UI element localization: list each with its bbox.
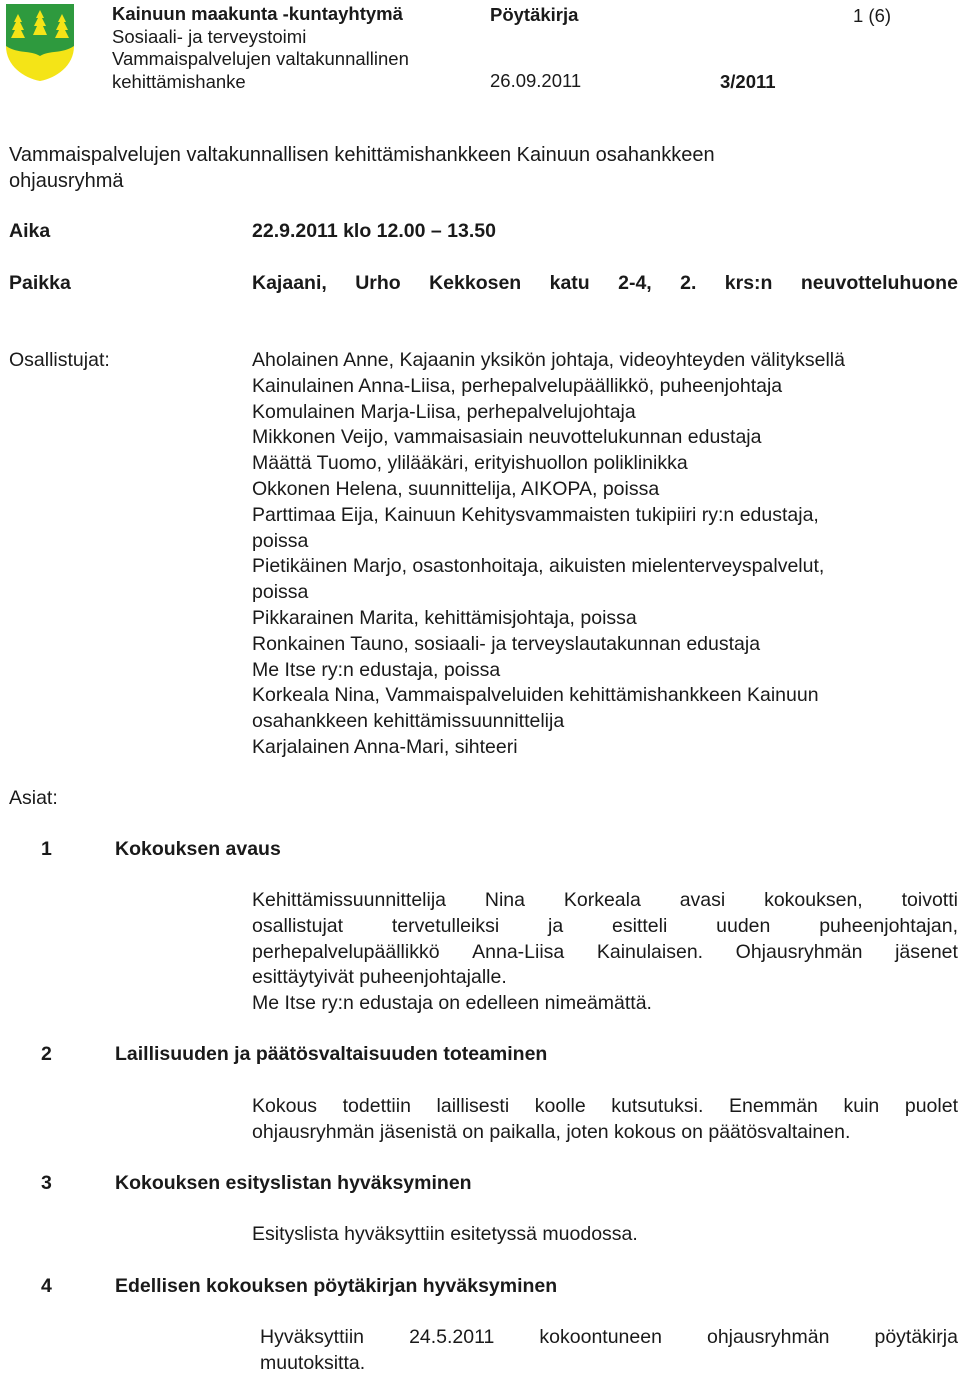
body-word: puolet	[904, 1095, 958, 1117]
agenda-item-body	[260, 1325, 958, 1377]
place-label: Paikka	[9, 272, 71, 294]
agenda-item-number: 1	[41, 838, 52, 860]
body-word: puheenjohtajan,	[819, 914, 958, 937]
body-word: kuin	[843, 1095, 880, 1117]
place-word: 2-4,	[618, 272, 652, 294]
body-word: kutsutuksi.	[611, 1095, 704, 1117]
body-line	[252, 914, 958, 940]
body-word: esitteli	[612, 914, 668, 937]
body-word: kokouksen,	[764, 889, 863, 911]
participant-line: Okkonen Helena, suunnittelija, AIKOPA, poissa	[252, 477, 660, 500]
body-word: Nina	[484, 889, 525, 911]
body-word: Kehittämissuunnittelija	[252, 889, 447, 911]
participant-line: poissa	[252, 581, 309, 604]
body-line	[252, 1094, 958, 1120]
page-number: 1 (6)	[853, 5, 892, 26]
place-word: neuvotteluhuone	[800, 272, 958, 294]
agenda-label: Asiat:	[9, 787, 58, 809]
agenda-item-body	[252, 1222, 638, 1248]
participant-line: Pikkarainen Marita, kehittämisjohtaja, poissa	[252, 606, 637, 629]
body-word: kokoontuneen	[539, 1326, 662, 1348]
body-word: pöytäkirja	[874, 1326, 958, 1348]
place-word: Kajaani,	[252, 272, 327, 294]
body-word: Hyväksyttiin	[260, 1326, 365, 1348]
org-name: Kainuun maakunta -kuntayhtymä	[112, 3, 403, 24]
body-word: perhepalvelupäällikkö	[252, 940, 440, 963]
body-word: avasi	[679, 889, 726, 911]
body-word: uuden	[716, 914, 771, 937]
body-line	[252, 888, 958, 914]
document-title	[9, 142, 909, 194]
org-project-line2: kehittämishanke	[112, 70, 246, 92]
place-word: Kekkosen	[429, 272, 522, 294]
agenda-item-title: Laillisuuden ja päätösvaltaisuuden toteaminen	[115, 1043, 548, 1065]
participant-line: Määttä Tuomo, ylilääkäri, erityishuollon poliklinikka	[252, 452, 688, 475]
title-line: Vammaispalvelujen valtakunnallisen kehittämishankkeen Kainuun osahankkeen	[9, 144, 715, 166]
org-project-line1: Vammaispalvelujen valtakunnallinen	[112, 48, 409, 70]
agenda-item-number: 2	[41, 1043, 52, 1065]
agenda-item-title: Edellisen kokouksen pöytäkirjan hyväksyminen	[115, 1275, 558, 1297]
body-word: Korkeala	[563, 889, 641, 911]
time-label: Aika	[9, 220, 51, 242]
body-line: muutoksitta.	[260, 1351, 366, 1374]
place-word: Urho	[355, 272, 401, 294]
body-word: laillisesti	[436, 1095, 510, 1117]
body-word: Kokous	[252, 1095, 318, 1117]
participant-line: osahankkeen kehittämissuunnittelija	[252, 710, 565, 733]
document-type: Pöytäkirja	[490, 4, 579, 25]
participant-line: Kainulainen Anna-Liisa, perhepalvelupäällikkö, puheenjohtaja	[252, 374, 783, 397]
coat-of-arms-icon	[4, 2, 76, 82]
document-date: 26.09.2011	[490, 70, 582, 91]
participants-label: Osallistujat:	[9, 349, 110, 371]
body-line: Esityslista hyväksyttiin esitetyssä muodossa.	[252, 1223, 638, 1245]
place-word: katu	[549, 272, 590, 294]
participant-line: Aholainen Anne, Kajaanin yksikön johtaja, videoyhteyden välityksellä	[252, 349, 845, 371]
body-line: ohjausryhmän jäsenistä on paikalla, joten kokous on päätösvaltainen.	[252, 1120, 851, 1143]
body-word: todettiin	[342, 1095, 411, 1117]
body-word: Ohjausryhmän	[735, 940, 863, 963]
body-word: koolle	[534, 1095, 586, 1117]
participant-line: poissa	[252, 529, 309, 552]
body-word: ja	[548, 914, 564, 937]
body-word: jäsenet	[895, 940, 958, 963]
agenda-item-body	[252, 1094, 958, 1146]
body-word: 24.5.2011	[409, 1326, 495, 1348]
time-value: 22.9.2011 klo 12.00 – 13.50	[252, 220, 496, 242]
participant-line: Karjalainen Anna-Mari, sihteeri	[252, 735, 518, 758]
agenda-item-title: Kokouksen esityslistan hyväksyminen	[115, 1172, 472, 1194]
place-word: krs:n	[724, 272, 773, 294]
body-line: Me Itse ry:n edustaja on edelleen nimeämättä.	[252, 992, 652, 1015]
body-word: Kainulaisen.	[596, 940, 704, 963]
document-number: 3/2011	[720, 71, 776, 92]
body-word: Enemmän	[729, 1095, 818, 1117]
place-word: 2.	[680, 272, 697, 294]
agenda-item-body	[252, 888, 958, 1017]
agenda-item-number: 3	[41, 1172, 52, 1194]
participant-line: Ronkainen Tauno, sosiaali- ja terveyslautakunnan edustaja	[252, 632, 761, 655]
place-value	[252, 271, 958, 297]
participant-line: Mikkonen Veijo, vammaisasiain neuvottelukunnan edustaja	[252, 426, 762, 449]
body-word: osallistujat	[252, 914, 344, 937]
body-word: toivotti	[901, 889, 958, 911]
participants-list	[252, 348, 845, 761]
participant-line: Korkeala Nina, Vammaispalveluiden kehittämishankkeen Kainuun	[252, 684, 819, 707]
participant-line: Pietikäinen Marjo, osastonhoitaja, aikuisten mielenterveyspalvelut,	[252, 555, 825, 578]
organization-block	[112, 3, 472, 93]
participant-line: Komulainen Marja-Liisa, perhepalvelujohtaja	[252, 400, 636, 423]
body-line	[260, 1325, 958, 1351]
participant-line: Parttimaa Eija, Kainuun Kehitysvammaisten tukipiiri ry:n edustaja,	[252, 503, 819, 526]
org-department: Sosiaali- ja terveystoimi	[112, 25, 307, 47]
body-word: tervetulleiksi	[391, 914, 500, 937]
participant-line: Me Itse ry:n edustaja, poissa	[252, 658, 501, 681]
body-word: Anna-Liisa	[472, 940, 565, 963]
title-line: ohjausryhmä	[9, 170, 124, 192]
body-word: ohjausryhmän	[706, 1326, 830, 1348]
agenda-item-title: Kokouksen avaus	[115, 838, 281, 860]
body-line	[252, 940, 958, 966]
body-line: esittäytyivät puheenjohtajalle.	[252, 966, 507, 989]
agenda-item-number: 4	[41, 1275, 52, 1297]
